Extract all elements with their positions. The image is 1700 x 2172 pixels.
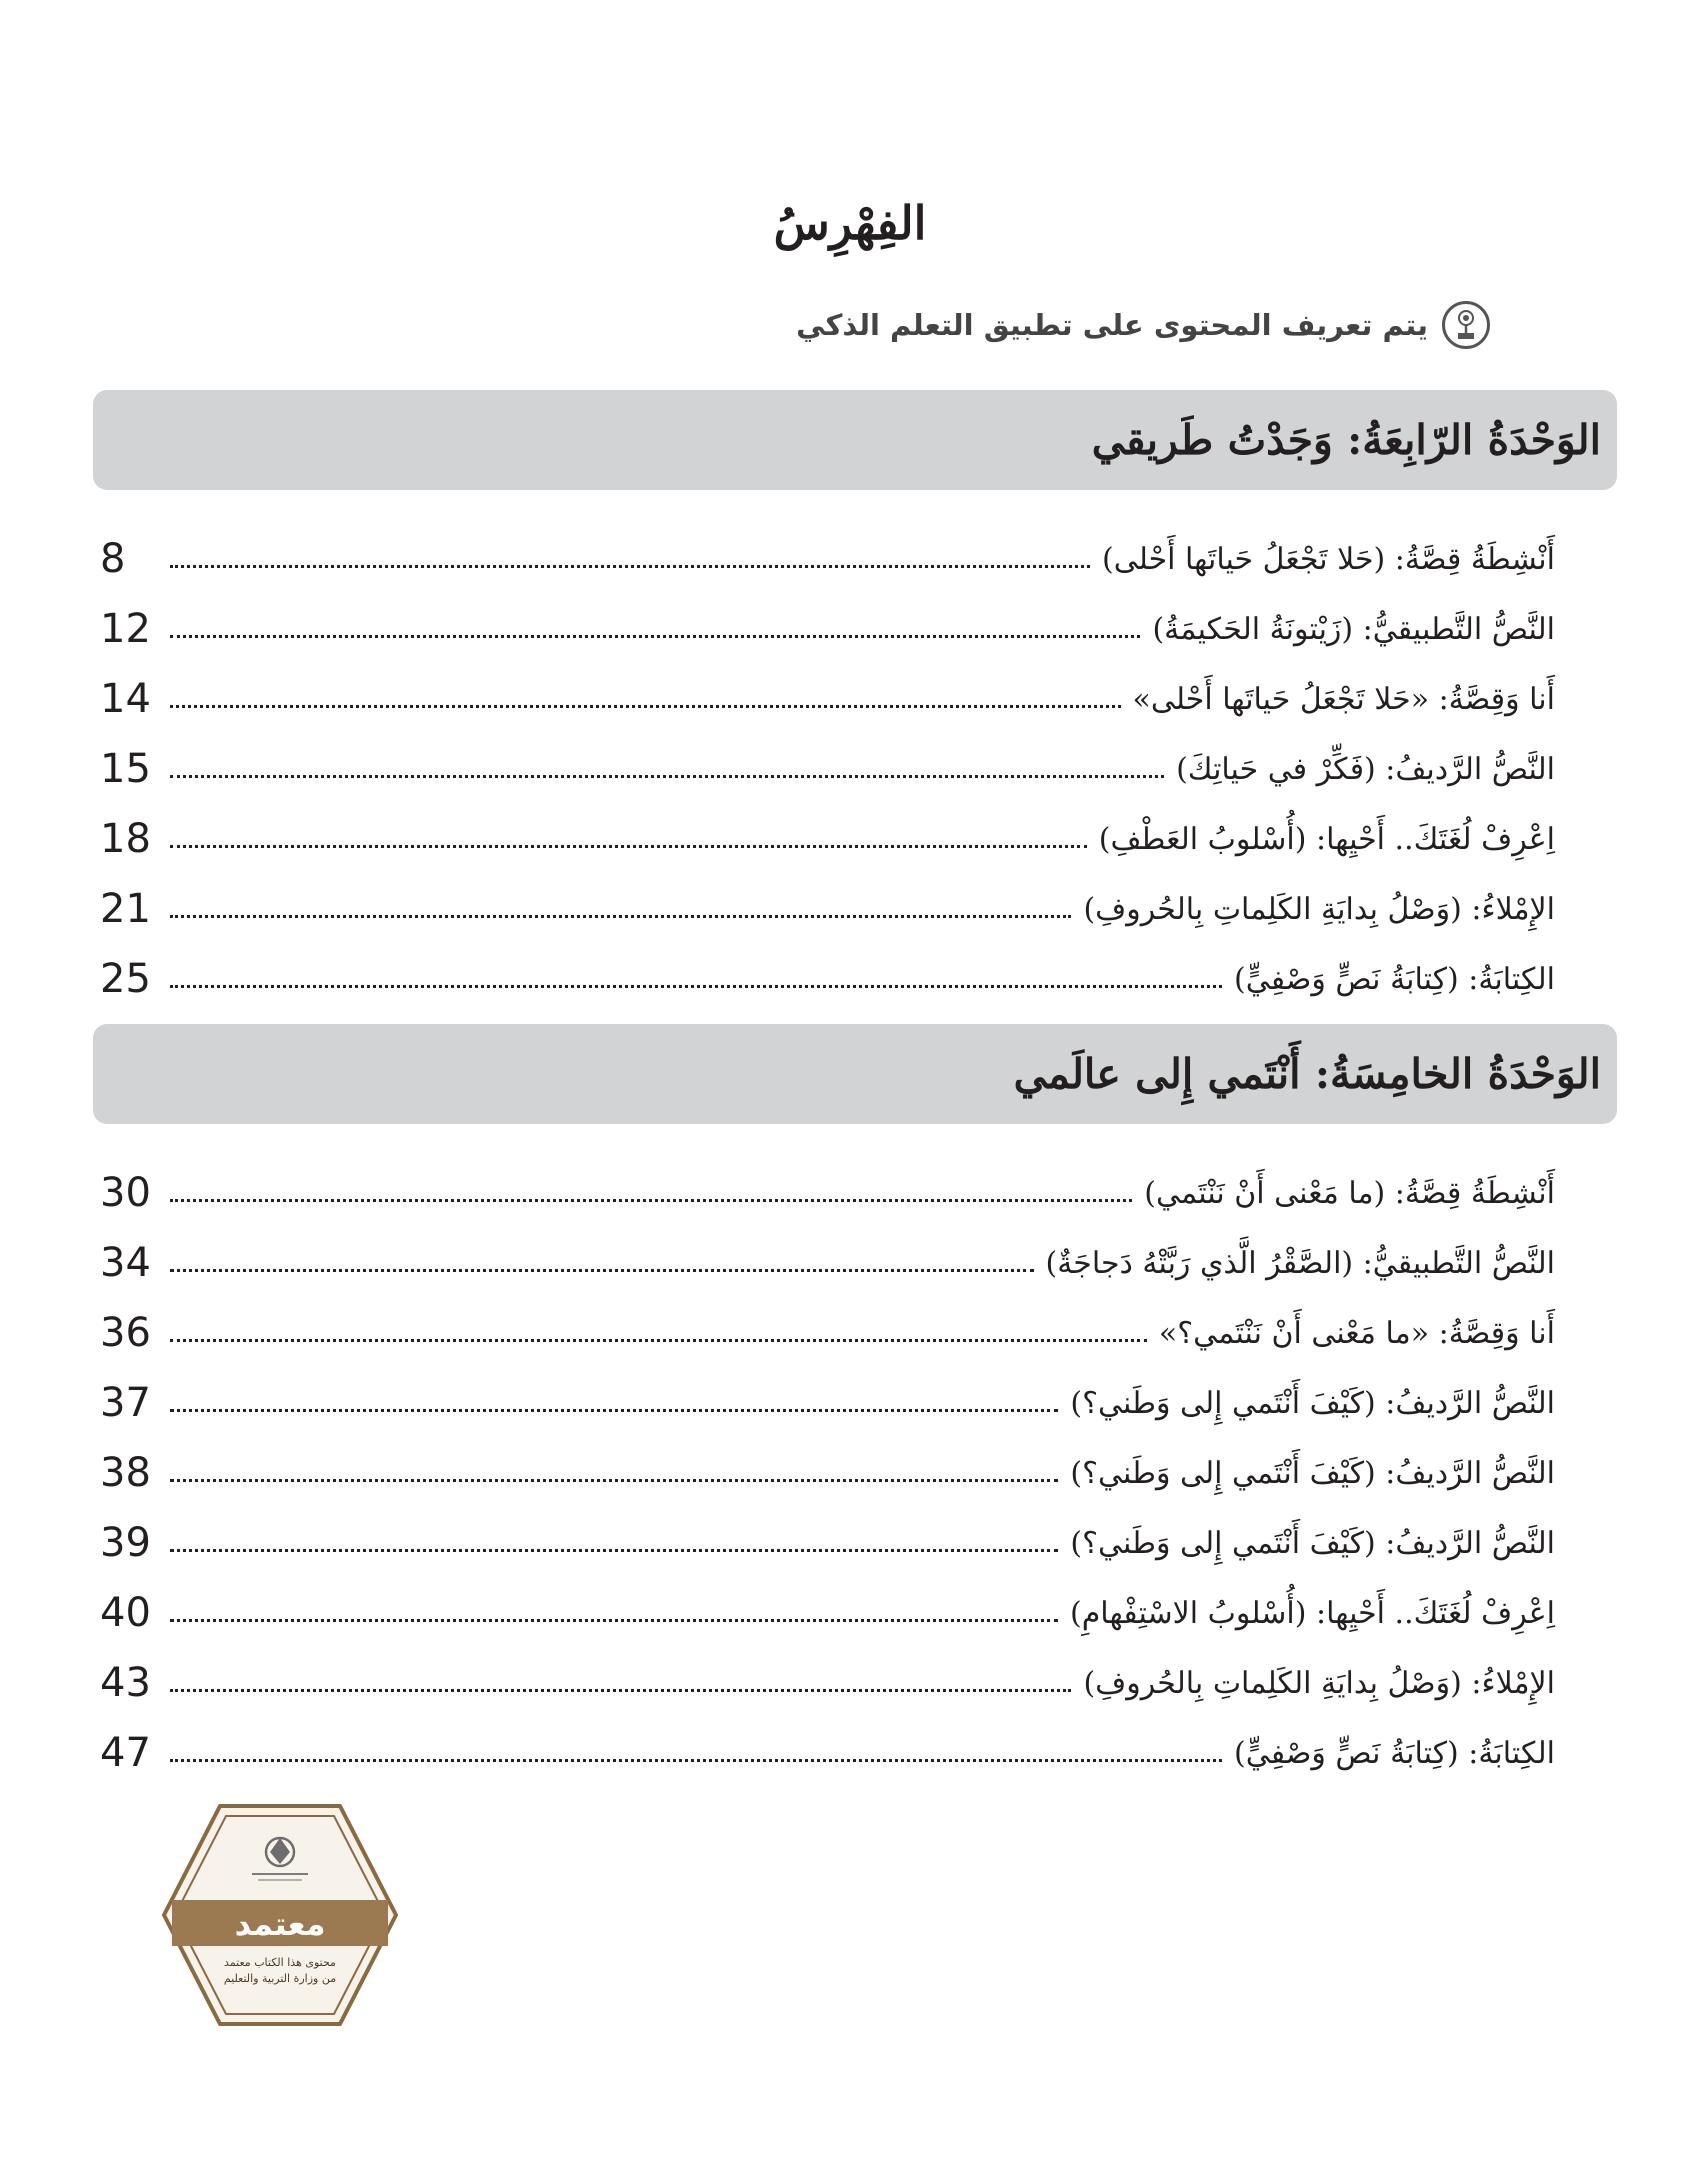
toc-entry[interactable] — [100, 664, 1555, 734]
toc-leader-dots — [170, 1549, 1058, 1552]
toc-entry-label: النَّصُّ التَّطبيقيُّ: (زَيْتونَةُ الحَكيمَةُ) — [1152, 611, 1555, 647]
toc-page-number: 40 — [100, 1590, 151, 1636]
smart-learning-app-icon[interactable] — [1442, 301, 1490, 349]
toc-entry-label: النَّصُّ الرَّديفُ: (كَيْفَ أَنْتَمي إِلى وَطَني؟) — [1070, 1525, 1555, 1561]
toc-entry[interactable] — [100, 524, 1555, 594]
toc-page-number: 12 — [100, 606, 151, 652]
toc-entry[interactable] — [100, 1508, 1555, 1578]
toc-page-number: 30 — [100, 1170, 151, 1216]
toc-entry-label: النَّصُّ التَّطبيقيُّ: (الصَّقْرُ الَّذي رَبَّتْهُ دَجاجَةٌ) — [1045, 1245, 1555, 1281]
toc-entry-label: الإِمْلاءُ: (وَصْلُ بِدايَةِ الكَلِماتِ بِالحُروفِ) — [1083, 1665, 1555, 1701]
toc-leader-dots — [170, 1689, 1071, 1692]
toc-page-number: 47 — [100, 1730, 151, 1776]
toc-entry[interactable] — [100, 1158, 1555, 1228]
toc-page-number: 37 — [100, 1380, 151, 1426]
smart-learning-note-text: يتم تعريف المحتوى على تطبيق التعلم الذكي — [796, 308, 1428, 342]
toc-entry-label: اِعْرِفْ لُغَتَكَ.. أَحْيِها: (أُسْلوبُ العَطْفِ) — [1098, 821, 1555, 857]
approval-stamp-graphic — [160, 1800, 400, 2030]
unit-5-toc — [100, 1158, 1555, 1788]
toc-entry-label: الكِتابَةُ: (كِتابَةُ نَصٍّ وَصْفِيٍّ) — [1234, 961, 1555, 997]
approval-stamp-word: معتمد — [234, 1905, 326, 1943]
smart-learning-note — [796, 300, 1490, 350]
toc-leader-dots — [170, 985, 1222, 988]
unit-4-title: الوَحْدَةُ الرّابِعَةُ: وَجَدْتُ طَريقي — [1091, 416, 1601, 464]
toc-page-number: 15 — [100, 746, 151, 792]
toc-entry[interactable] — [100, 734, 1555, 804]
toc-leader-dots — [170, 1479, 1058, 1482]
page-title: الفِهْرِسُ — [773, 196, 927, 250]
toc-page-number: 39 — [100, 1520, 151, 1566]
unit-4-toc — [100, 524, 1555, 1014]
toc-entry[interactable] — [100, 804, 1555, 874]
approval-stamp — [160, 1800, 400, 2030]
toc-entry[interactable] — [100, 1228, 1555, 1298]
toc-page-number: 18 — [100, 816, 151, 862]
toc-page-number: 14 — [100, 676, 151, 722]
toc-entry[interactable] — [100, 1648, 1555, 1718]
toc-entry[interactable] — [100, 1438, 1555, 1508]
toc-page-number: 21 — [100, 886, 151, 932]
approval-stamp-line2: من وزارة التربية والتعليم — [223, 1972, 337, 1985]
unit-4-header — [93, 390, 1617, 490]
toc-entry[interactable] — [100, 1718, 1555, 1788]
toc-leader-dots — [170, 1409, 1058, 1412]
toc-entry[interactable] — [100, 1368, 1555, 1438]
toc-entry-label: الكِتابَةُ: (كِتابَةُ نَصٍّ وَصْفِيٍّ) — [1234, 1735, 1555, 1771]
toc-leader-dots — [170, 1759, 1222, 1762]
toc-leader-dots — [170, 635, 1140, 638]
toc-leader-dots — [170, 1619, 1058, 1622]
toc-entry[interactable] — [100, 1578, 1555, 1648]
toc-page-number: 25 — [100, 956, 151, 1002]
toc-leader-dots — [170, 1199, 1132, 1202]
toc-entry-label: النَّصُّ الرَّديفُ: (كَيْفَ أَنْتَمي إِلى وَطَني؟) — [1070, 1455, 1555, 1491]
toc-entry-label: أَنا وَقِصَّةُ: «ما مَعْنى أَنْ نَنْتَمي؟» — [1158, 1315, 1555, 1351]
toc-leader-dots — [170, 705, 1121, 708]
unit-5-header — [93, 1024, 1617, 1124]
toc-entry-label: اِعْرِفْ لُغَتَكَ.. أَحْيِها: (أُسْلوبُ الاسْتِفْهامِ) — [1070, 1595, 1555, 1631]
toc-page-number: 38 — [100, 1450, 151, 1496]
toc-leader-dots — [170, 1269, 1034, 1272]
toc-entry-label: النَّصُّ الرَّديفُ: (كَيْفَ أَنْتَمي إِلى وَطَني؟) — [1070, 1385, 1555, 1421]
toc-entry[interactable] — [100, 944, 1555, 1014]
toc-entry-label: الإِمْلاءُ: (وَصْلُ بِدايَةِ الكَلِماتِ بِالحُروفِ) — [1083, 891, 1555, 927]
toc-entry[interactable] — [100, 874, 1555, 944]
unit-5-title: الوَحْدَةُ الخامِسَةُ: أَنْتَمي إِلى عالَمي — [1013, 1050, 1601, 1098]
toc-leader-dots — [170, 565, 1090, 568]
toc-entry-label: النَّصُّ الرَّديفُ: (فَكِّرْ في حَياتِكَ) — [1176, 751, 1555, 787]
toc-entry-label: أَنا وَقِصَّةُ: «حَلا تَجْعَلُ حَياتَها أَحْلى» — [1132, 681, 1555, 717]
toc-leader-dots — [170, 1339, 1147, 1342]
toc-entry[interactable] — [100, 1298, 1555, 1368]
toc-page-number: 36 — [100, 1310, 151, 1356]
toc-page-number: 8 — [100, 536, 126, 582]
toc-entry-label: أَنْشِطَةُ قِصَّةُ: (ما مَعْنى أَنْ نَنْتَمي) — [1144, 1175, 1555, 1211]
approval-stamp-line1: محتوى هذا الكتاب معتمد — [224, 1956, 336, 1969]
toc-leader-dots — [170, 845, 1087, 848]
toc-page-number: 34 — [100, 1240, 151, 1286]
toc-entry-label: أَنْشِطَةُ قِصَّةُ: (حَلا تَجْعَلُ حَياتَها أَحْلى) — [1101, 541, 1555, 577]
toc-leader-dots — [170, 915, 1071, 918]
toc-entry[interactable] — [100, 594, 1555, 664]
toc-leader-dots — [170, 775, 1164, 778]
toc-page-number: 43 — [100, 1660, 151, 1706]
